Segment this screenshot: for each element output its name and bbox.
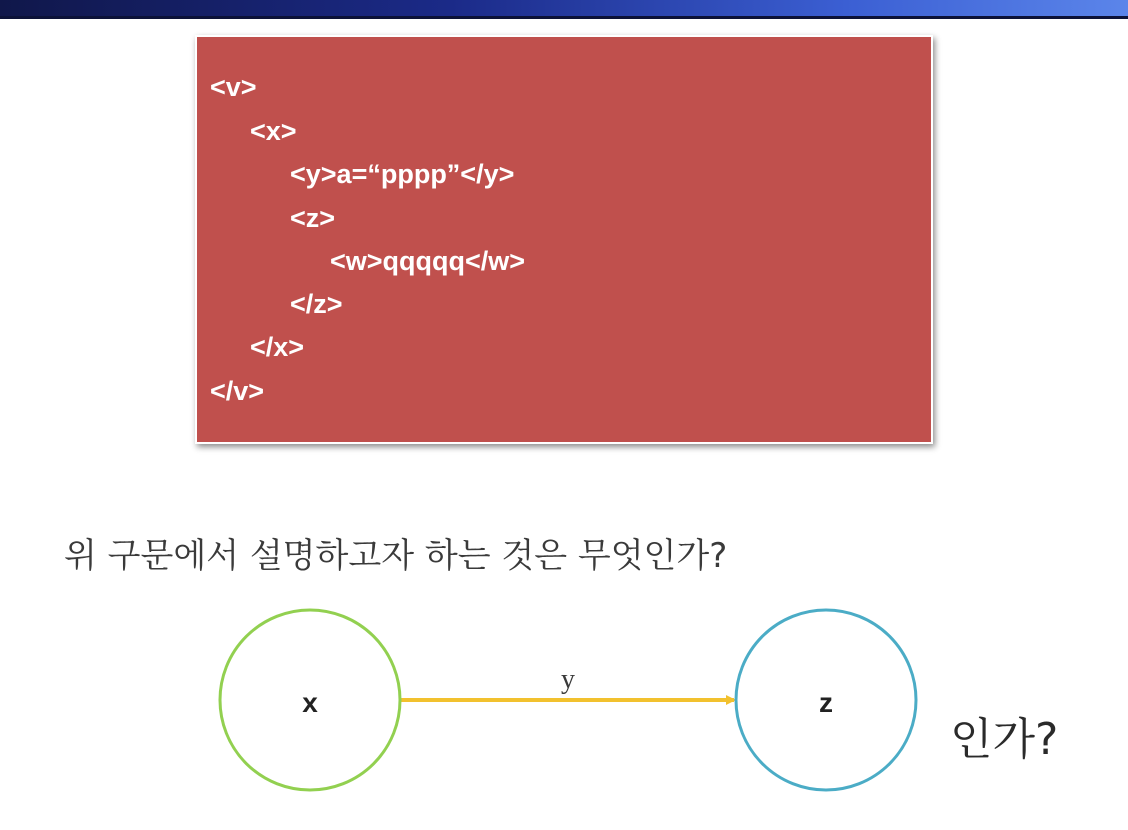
edge-label: y	[561, 664, 575, 695]
target-node-label: z	[819, 687, 833, 718]
code-line-y: <y>a=“pppp”</y>	[290, 159, 515, 189]
question-text: 위 구문에서 설명하고자 하는 것은 무엇인가?	[64, 536, 728, 576]
code-line-x-close: </x>	[250, 332, 305, 362]
diagram-suffix-text: 인가?	[950, 714, 1059, 765]
code-line-v-close: </v>	[210, 376, 265, 406]
code-line-z-close: </z>	[290, 289, 343, 319]
code-line-v-open: <v>	[210, 72, 257, 102]
source-node-label: x	[302, 687, 318, 718]
code-line-w: <w>qqqqq</w>	[330, 246, 526, 276]
code-line-z-open: <z>	[290, 203, 336, 233]
code-line-x-open: <x>	[250, 116, 297, 146]
